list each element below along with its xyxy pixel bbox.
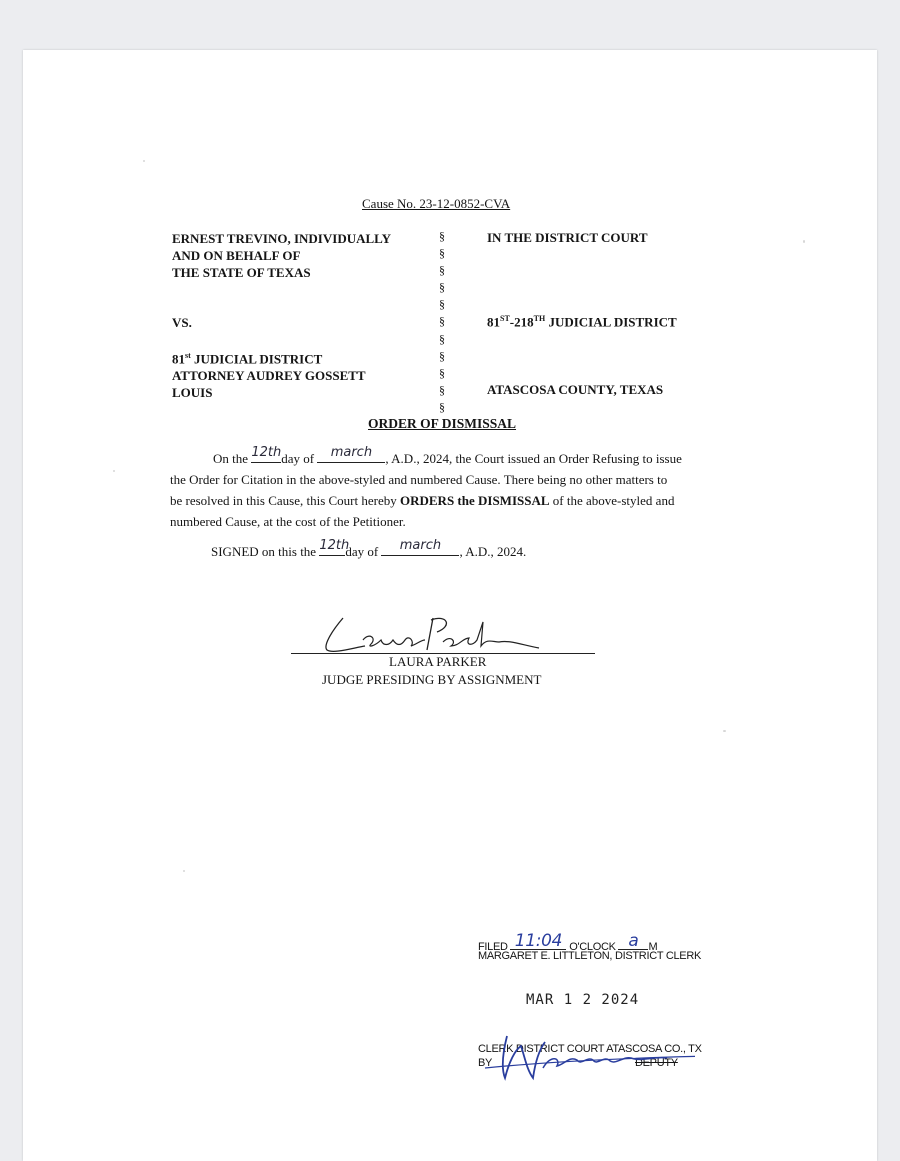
defendant-block <box>172 347 366 401</box>
cause-number: Cause No. 23-12-0852-CVA <box>362 196 511 211</box>
defendant-line: 81st JUDICIAL DISTRICT <box>172 351 323 367</box>
section-mark: § <box>439 263 445 278</box>
section-mark: § <box>439 314 445 329</box>
section-mark: § <box>439 331 445 346</box>
plaintiff-block <box>172 230 391 281</box>
deputy-label: DEPUTY <box>635 1057 678 1069</box>
judge-name: LAURA PARKER <box>389 654 487 669</box>
handwritten-ampm: a <box>628 931 639 951</box>
section-mark: § <box>439 382 445 397</box>
signed-line: SIGNED on this the 12th day of march , A.D., 2024. <box>211 541 526 562</box>
clerk-signature <box>485 1028 695 1084</box>
handwritten-time: 11:04 <box>514 931 563 951</box>
plaintiff-line: AND ON BEHALF OF <box>172 248 301 263</box>
clerk-county-line: CLERK DISTRICT COURT ATASCOSA CO., TX <box>478 1043 702 1055</box>
judge-title: JUDGE PRESIDING BY ASSIGNMENT <box>322 672 542 687</box>
defendant-line: ATTORNEY AUDREY GOSSETT <box>172 368 366 384</box>
filed-stamp-line: FILED 11:04 O'CLOCK a M <box>478 931 658 953</box>
document-page <box>23 50 877 1161</box>
section-mark: § <box>439 365 445 380</box>
county-label: ATASCOSA COUNTY, TEXAS <box>487 382 664 397</box>
body-line-4: numbered Cause, at the cost of the Petitioner. <box>170 514 406 529</box>
district-label: 81ST-218TH JUDICIAL DISTRICT <box>487 314 677 330</box>
order-title: ORDER OF DISMISSAL <box>368 416 517 431</box>
section-mark: § <box>439 348 445 363</box>
section-mark: § <box>439 399 445 414</box>
body-line-3: be resolved in this Cause, this Court hereby ORDERS the DISMISSAL of the above-styled and <box>170 493 675 508</box>
court-label: IN THE DISTRICT COURT <box>487 230 648 245</box>
defendant-line: LOUIS <box>172 385 213 401</box>
plaintiff-line: THE STATE OF TEXAS <box>172 265 311 280</box>
filed-date-stamp: MAR 1 2 2024 <box>526 992 640 1008</box>
section-mark-column <box>435 228 449 416</box>
versus-label: VS. <box>172 315 192 330</box>
handwritten-day: 12th <box>251 445 282 460</box>
section-mark: § <box>439 297 445 312</box>
body-line-1: On the 12th day of march , A.D., 2024, the Court issued an Order Refusing to issue <box>213 448 682 469</box>
handwritten-day: 12th <box>319 538 350 553</box>
by-label: BY <box>478 1057 493 1069</box>
plaintiff-line: ERNEST TREVINO, INDIVIDUALLY <box>172 231 392 246</box>
section-mark: § <box>439 246 445 261</box>
section-mark: § <box>439 280 445 295</box>
handwritten-month: march <box>399 538 442 553</box>
judge-signature <box>313 612 543 656</box>
handwritten-month: march <box>330 445 373 460</box>
section-mark: § <box>439 229 445 243</box>
clerk-name: MARGARET E. LITTLETON, DISTRICT CLERK <box>478 950 701 962</box>
body-line-2: the Order for Citation in the above-styled and numbered Cause. There being no other matters to <box>170 472 668 487</box>
